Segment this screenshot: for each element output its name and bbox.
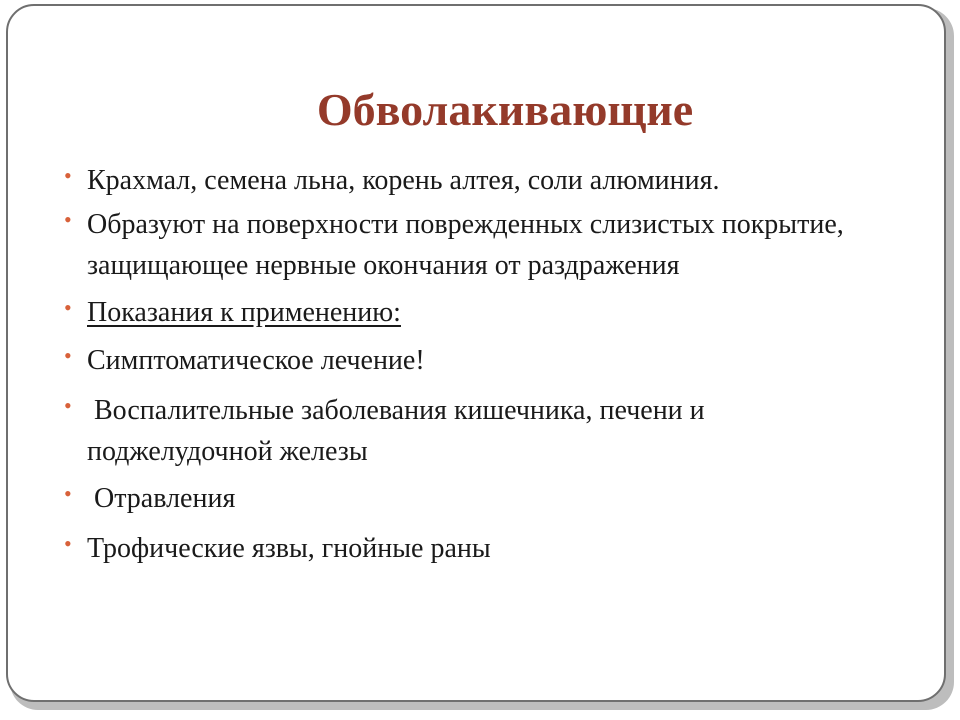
- list-item: [60, 204, 890, 286]
- list-item-text: Образуют на поверхности поврежденных слизистых покрытие, защищающее нервные окончания от раздражения: [87, 209, 844, 281]
- slide-title: Обволакивающие: [316, 84, 694, 135]
- bullet-icon: •: [64, 163, 72, 188]
- list-item-text: Отравления: [87, 483, 236, 514]
- bullet-list: [60, 160, 890, 573]
- list-item: [60, 340, 890, 382]
- bullet-icon: •: [64, 393, 72, 418]
- list-item: [60, 390, 890, 472]
- bullet-icon: •: [64, 295, 72, 320]
- list-item: [60, 528, 890, 570]
- list-item-text: Показания к применению:: [87, 297, 401, 328]
- bullet-icon: •: [64, 531, 72, 556]
- list-item-text: Трофические язвы, гнойные раны: [87, 533, 491, 564]
- list-item-text: Воспалительные заболевания кишечника, печени и поджелудочной железы: [87, 395, 712, 467]
- bullet-icon: •: [64, 343, 72, 368]
- list-item-text: Крахмал, семена льна, корень алтея, соли алюминия.: [87, 165, 720, 196]
- list-item: [60, 292, 890, 334]
- bullet-icon: •: [64, 481, 72, 506]
- list-item: [60, 478, 890, 520]
- list-item: [60, 160, 890, 202]
- list-item-text: Симптоматическое лечение!: [87, 345, 425, 376]
- bullet-icon: •: [64, 207, 72, 232]
